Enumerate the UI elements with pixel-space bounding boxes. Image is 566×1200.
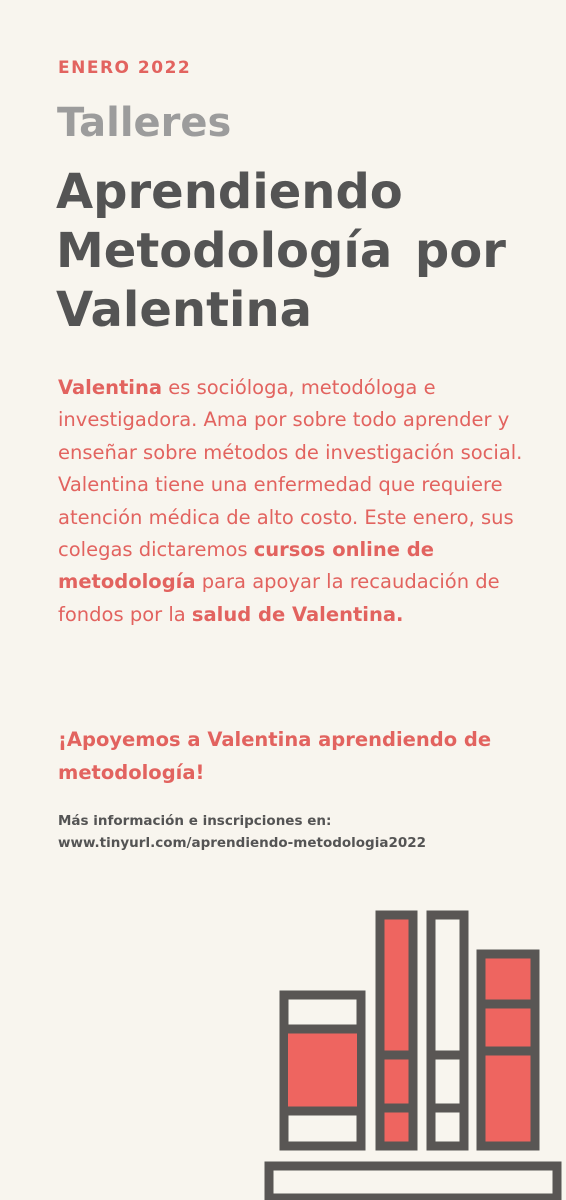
intro-text-1: es socióloga, metodóloga e investigadora. Ama por sobre todo aprender y enseñar sobre métodos de investigación social. Valentina tiene una enfermedad que requiere atención médica de alto costo. Este enero, sus colegas dictaremos <box>58 376 523 562</box>
subtitle: Talleres <box>57 100 232 146</box>
intro-text-2: para apoyar la recaudación de fondos por la <box>58 570 500 626</box>
more-info-link[interactable]: www.tinyurl.com/aprendiendo-metodologia2022 <box>58 835 427 851</box>
book-tall-white <box>431 915 464 1146</box>
date-label: ENERO 2022 <box>58 58 192 78</box>
intro-name-bold: Valentina <box>58 376 163 399</box>
call-to-action: ¡Apoyemos a Valentina aprendiendo de metodología! <box>58 728 492 784</box>
title-line-1: Aprendiendo <box>56 164 403 220</box>
more-info-label: Más información e inscripciones en: <box>58 813 332 829</box>
title-line-2: Metodología por <box>56 223 506 279</box>
intro-courses-bold: cursos online de metodología <box>58 538 434 594</box>
book-left <box>284 995 361 1146</box>
intro-health-bold: salud de Valentina. <box>191 602 404 626</box>
bookshelf-icon <box>260 908 566 1200</box>
shelf-base <box>269 1166 557 1198</box>
more-info <box>58 810 548 854</box>
title-line-3: Valentina <box>56 282 313 338</box>
book-tall-red <box>380 915 413 1146</box>
page-title <box>56 163 556 340</box>
intro-paragraph <box>58 372 538 631</box>
book-right-red <box>481 954 535 1146</box>
